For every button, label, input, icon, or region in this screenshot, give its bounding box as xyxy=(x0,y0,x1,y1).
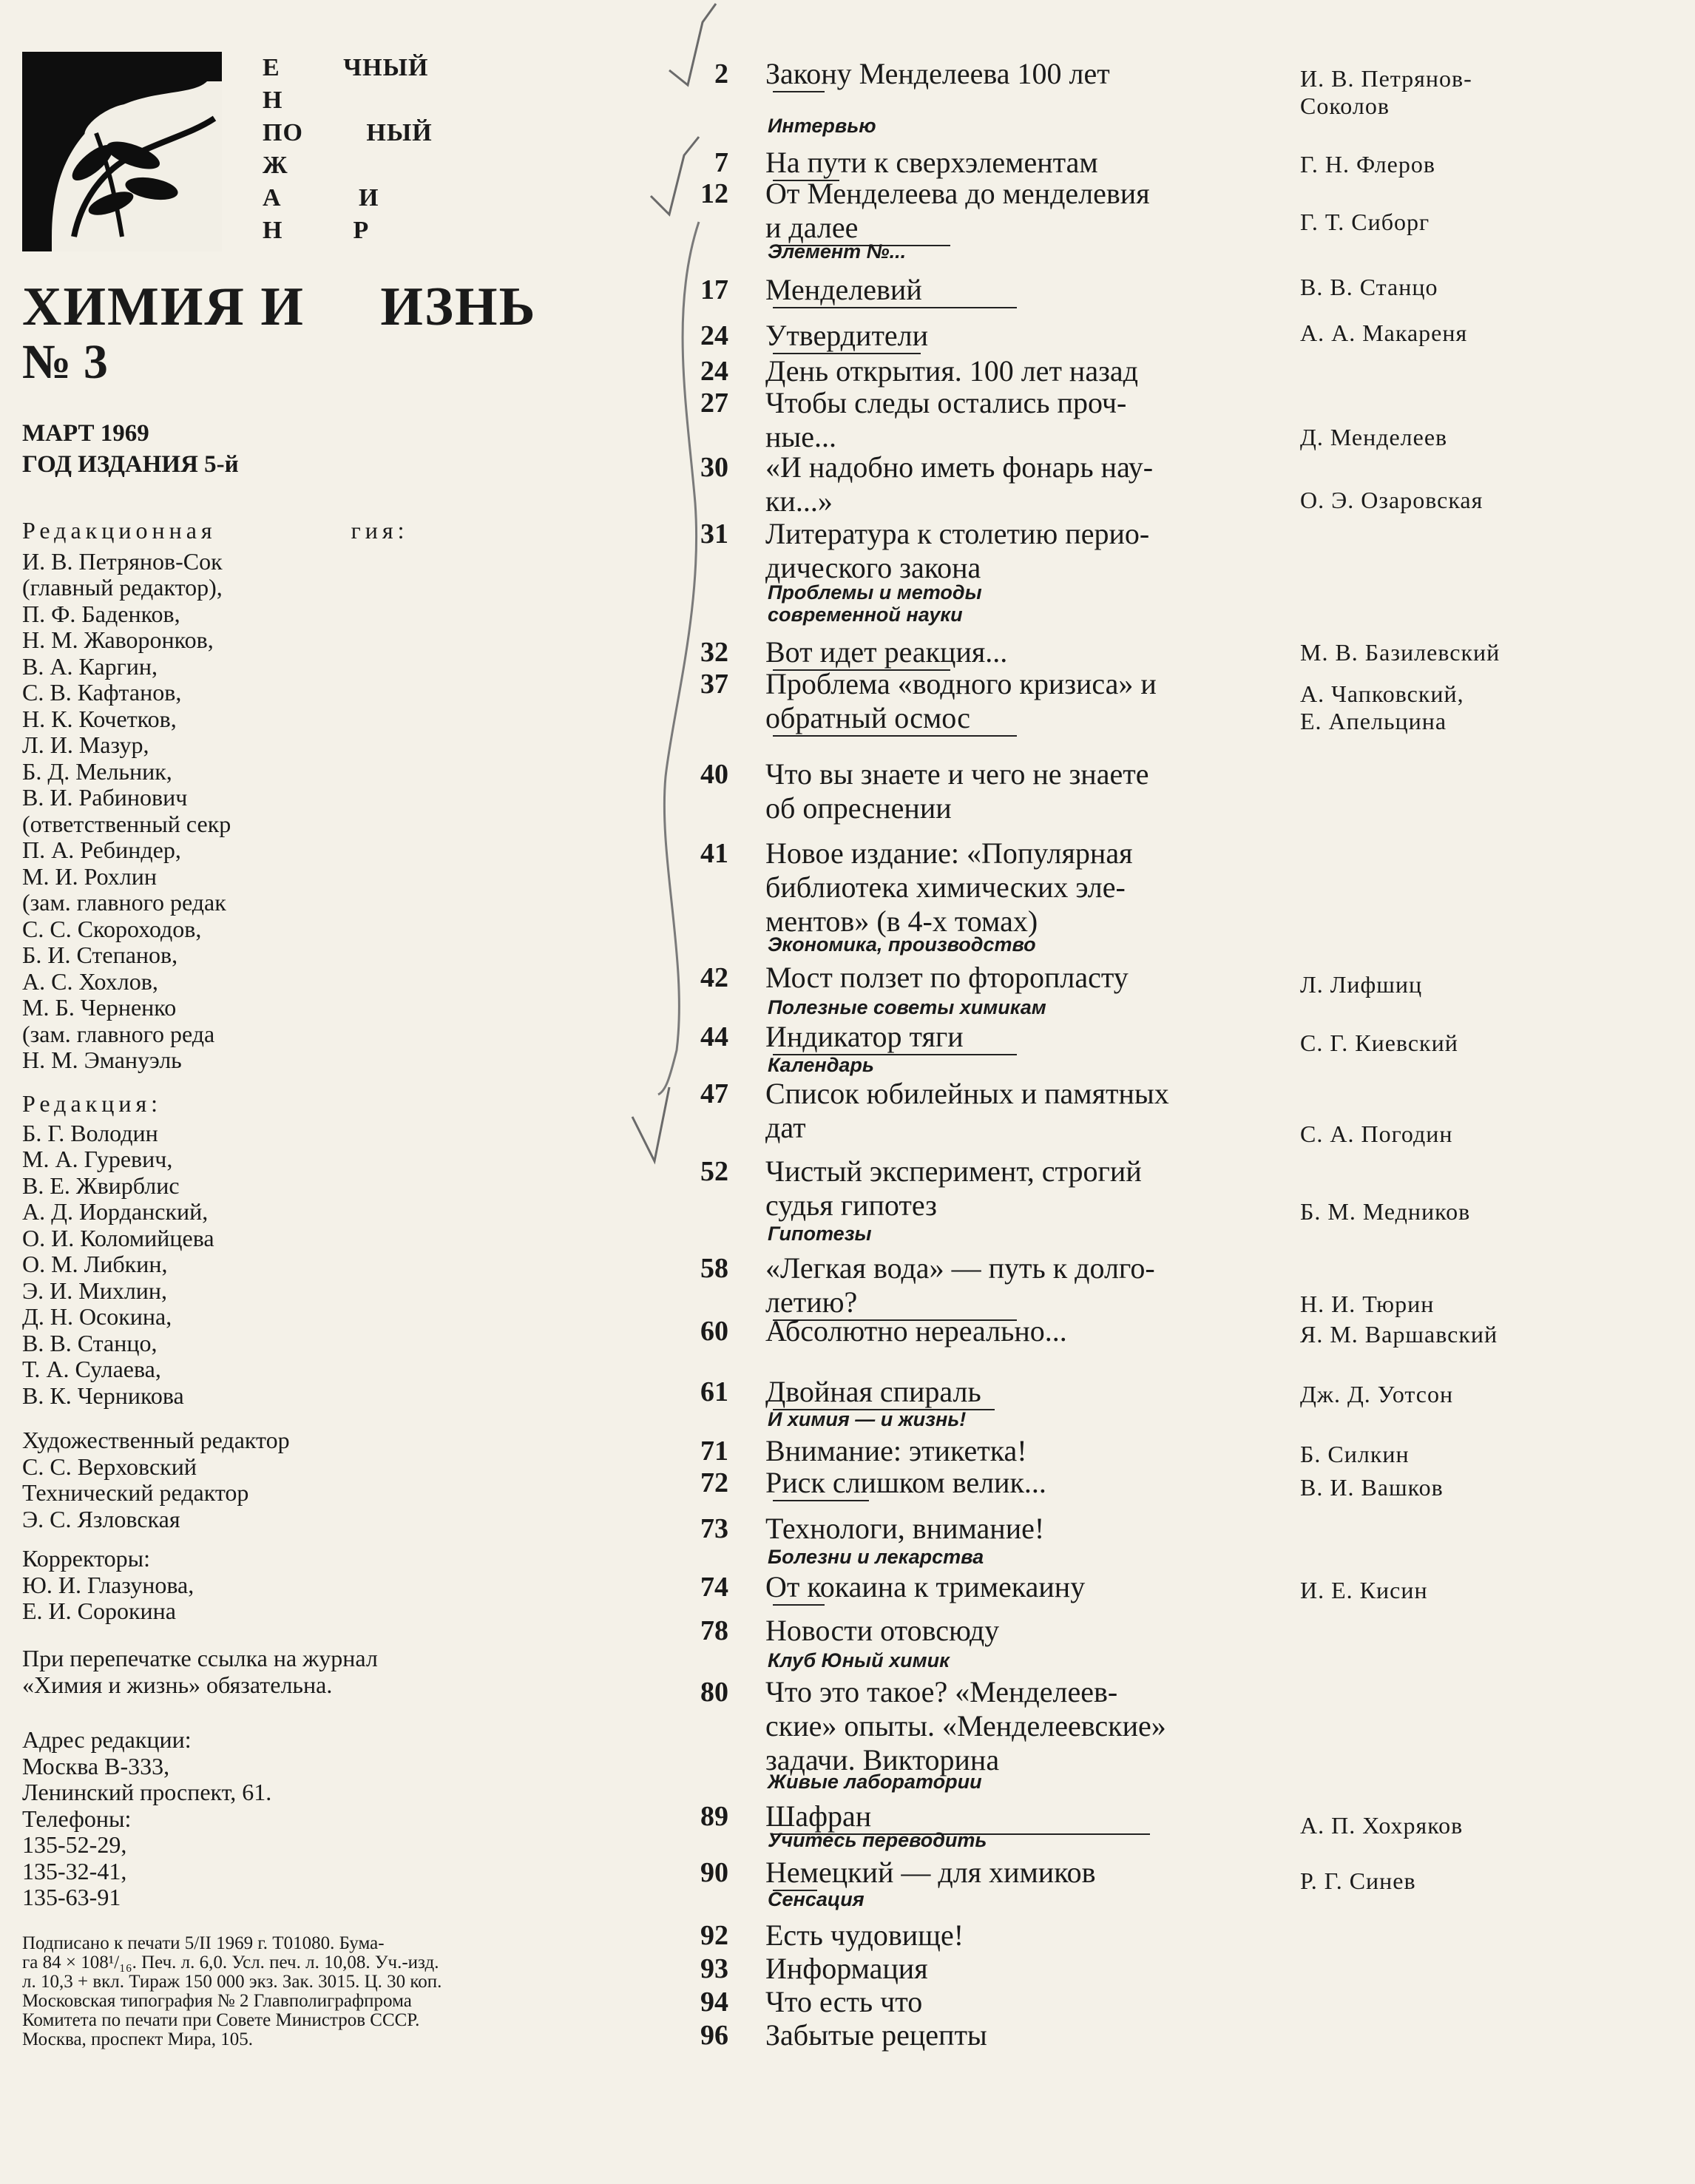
leader-dash xyxy=(773,307,1017,308)
toc-page-number: 2 xyxy=(714,58,728,89)
board-member: (главный редактор), xyxy=(22,574,223,601)
toc-author-line: А. Чапковский, xyxy=(1300,680,1464,707)
reprint-line: «Химия и жизнь» обязательна. xyxy=(22,1671,333,1698)
toc-author-line: Я. М. Варшавский xyxy=(1300,1321,1498,1348)
staff-line: Е. И. Сорокина xyxy=(22,1598,176,1624)
toc-section-heading xyxy=(768,1888,865,1910)
toc-page-number: 52 xyxy=(700,1156,728,1187)
toc-title-line: обратный осмос xyxy=(765,701,971,734)
toc-author-line: Соколов xyxy=(1300,92,1390,119)
editor-member: В. Е. Жвирблис xyxy=(22,1172,180,1199)
board-heading: Редакционная гия: xyxy=(22,517,409,544)
toc-page-number: 73 xyxy=(700,1513,728,1544)
section-heading-line: Живые лаборатории xyxy=(768,1771,982,1793)
toc-title-line: дат xyxy=(765,1111,806,1144)
toc-entry[interactable] xyxy=(765,57,1261,92)
section-heading-line: Проблемы и методы xyxy=(768,581,982,604)
board-member: И. В. Петрянов-Сок xyxy=(22,547,223,575)
toc-title-line: Забытые рецепты xyxy=(765,2018,987,2052)
masthead-line: Н Р xyxy=(263,217,370,244)
address-line: Москва В-333, xyxy=(22,1752,170,1779)
toc-author-line: Л. Лифшиц xyxy=(1300,971,1423,998)
toc-author xyxy=(1300,424,1447,451)
board-member: Б. Д. Мельник, xyxy=(22,757,172,785)
imprint-line: Комитета по печати при Совете Министров СССР. xyxy=(22,2010,420,2030)
toc-entry[interactable] xyxy=(765,1077,1261,1145)
toc-title-line: библиотека химических эле- xyxy=(765,870,1126,904)
toc-title-line: Абсолютно нереально... xyxy=(765,1314,1067,1348)
toc-section-heading xyxy=(768,115,876,137)
toc-section-heading xyxy=(768,1649,950,1671)
toc-entry[interactable] xyxy=(765,1020,1261,1055)
leader-dash xyxy=(773,1500,869,1501)
toc-entry[interactable] xyxy=(765,635,1261,671)
address-line: Адрес редакции: xyxy=(22,1726,192,1753)
toc-title-line: Внимание: этикетка! xyxy=(765,1434,1027,1467)
toc-author-line: Г. Т. Сиборг xyxy=(1300,209,1430,235)
editors-heading: Редакция: xyxy=(22,1090,163,1117)
section-heading-line: Полезные советы химикам xyxy=(768,996,1046,1018)
toc-title-line: Чистый эксперимент, строгий xyxy=(765,1154,1142,1188)
toc-section-heading xyxy=(768,1408,966,1430)
toc-title-line: Что это такое? «Менделеев- xyxy=(765,1675,1118,1708)
imprint-line: Московская типография № 2 Главполиграфпрома xyxy=(22,1991,412,2011)
section-heading-line: Интервью xyxy=(768,115,876,137)
toc-title-line: Закону Менделеева 100 лет xyxy=(765,57,1110,90)
toc-title-line: Немецкий — для химиков xyxy=(765,1856,1096,1889)
toc-author-line: М. В. Базилевский xyxy=(1300,639,1501,666)
toc-page-number: 71 xyxy=(700,1436,728,1467)
toc-entry[interactable] xyxy=(765,836,1261,939)
toc-title-line: Технологи, внимание! xyxy=(765,1512,1045,1545)
editor-member: О. И. Коломийцева xyxy=(22,1224,214,1251)
toc-page-number: 93 xyxy=(700,1953,728,1984)
toc-entry[interactable] xyxy=(765,1314,1261,1348)
toc-title-line: судья гипотез xyxy=(765,1189,937,1222)
toc-page-number: 74 xyxy=(700,1572,728,1603)
toc-author xyxy=(1300,1474,1444,1501)
toc-entry[interactable] xyxy=(765,1952,1261,1986)
toc-entry[interactable] xyxy=(765,1985,1261,2019)
editor-member: А. Д. Иорданский, xyxy=(22,1198,209,1225)
editor-member: В. В. Станцо, xyxy=(22,1329,158,1356)
toc-author-line: Дж. Д. Уотсон xyxy=(1300,1381,1454,1407)
toc-title-line: Что есть что xyxy=(765,1985,923,2018)
address-line: 135-52-29, xyxy=(22,1831,127,1858)
toc-page-number: 30 xyxy=(700,452,728,483)
toc-author xyxy=(1300,1381,1453,1408)
toc-author xyxy=(1300,209,1430,236)
toc-title-line: Что вы знаете и чего не знаете xyxy=(765,757,1149,791)
section-heading-line: Календарь xyxy=(768,1054,874,1076)
toc-title-line: «Легкая вода» — путь к долго- xyxy=(765,1251,1155,1285)
imprint-line: га 84 × 108¹/₁₆. Печ. л. 6,0. Усл. печ. л. 10,08. Уч.-изд. xyxy=(22,1953,439,1972)
toc-page-number: 44 xyxy=(700,1021,728,1052)
imprint-line: Подписано к печати 5/II 1969 г. Т01080. Бума- xyxy=(22,1933,385,1953)
toc-title-line: Новости отовсюду xyxy=(765,1614,1000,1647)
board-member: Н. К. Кочетков, xyxy=(22,705,177,732)
toc-entry[interactable] xyxy=(765,319,1261,354)
toc-author-line: С. А. Погодин xyxy=(1300,1120,1453,1147)
toc-author xyxy=(1300,65,1472,120)
issue-number: № 3 xyxy=(22,335,108,389)
toc-page-number: 27 xyxy=(700,388,728,419)
toc-title-line: От кокаина к тримекаину xyxy=(765,1570,1086,1603)
editor-member: М. А. Гуревич, xyxy=(22,1146,173,1172)
toc-author-line: В. И. Вашков xyxy=(1300,1474,1444,1501)
board-member: (зам. главного редак xyxy=(22,889,226,916)
toc-page-number: 96 xyxy=(700,2020,728,2051)
imprint-line: л. 10,3 + вкл. Тираж 150 000 экз. Зак. 3015. Ц. 30 коп. xyxy=(22,1972,442,1992)
toc-entry[interactable] xyxy=(765,354,1261,388)
toc-author xyxy=(1300,1577,1428,1604)
toc-entry[interactable] xyxy=(765,1614,1261,1648)
masthead-line: Ж xyxy=(263,152,288,179)
toc-page-number: 42 xyxy=(700,962,728,993)
toc-page-number: 37 xyxy=(700,669,728,700)
masthead-line: Н xyxy=(263,87,283,114)
board-member: Б. И. Степанов, xyxy=(22,941,178,968)
toc-page-number: 24 xyxy=(700,320,728,351)
section-heading-line: Учитесь переводить xyxy=(768,1829,987,1851)
section-heading-line: Сенсация xyxy=(768,1888,865,1910)
toc-entry[interactable] xyxy=(765,1375,1261,1410)
toc-title-line: и далее xyxy=(765,211,859,244)
toc-title-line: Информация xyxy=(765,1952,928,1985)
toc-title-line: На пути к сверхэлементам xyxy=(765,146,1098,179)
section-heading-line: Клуб Юный химик xyxy=(768,1649,950,1671)
address-line: Ленинский проспект, 61. xyxy=(22,1779,272,1805)
leader-dash xyxy=(773,735,1017,737)
toc-title-line: летию? xyxy=(765,1285,858,1319)
toc-title-line: Вот идет реакция... xyxy=(765,635,1008,669)
toc-page-number: 7 xyxy=(714,147,728,178)
toc-author xyxy=(1300,1030,1458,1057)
toc-page-number: 94 xyxy=(700,1987,728,2018)
toc-page-number: 31 xyxy=(700,518,728,550)
toc-section-heading xyxy=(768,933,1036,956)
toc-section-heading xyxy=(768,581,982,626)
toc-page-number: 24 xyxy=(700,356,728,387)
toc-title-line: От Менделеева до менделевия xyxy=(765,177,1150,210)
editor-member: В. К. Черникова xyxy=(22,1382,184,1409)
toc-title-line: «И надобно иметь фонарь нау- xyxy=(765,450,1154,484)
toc-entry[interactable] xyxy=(765,273,1261,308)
toc-page-number: 90 xyxy=(700,1857,728,1888)
board-member: М. И. Рохлин xyxy=(22,862,157,890)
toc-title-line: Менделевий xyxy=(765,273,922,306)
toc-author xyxy=(1300,1441,1410,1468)
toc-title-line: День открытия. 100 лет назад xyxy=(765,354,1138,388)
toc-author-line: Б. Силкин xyxy=(1300,1441,1410,1467)
toc-title-line: Двойная спираль xyxy=(765,1375,981,1408)
toc-page-number: 12 xyxy=(700,178,728,209)
toc-section-heading xyxy=(768,240,906,263)
section-heading-line: Гипотезы xyxy=(768,1223,872,1245)
editor-member: Д. Н. Осокина, xyxy=(22,1303,172,1330)
toc-title-line: Риск слишком велик... xyxy=(765,1466,1046,1499)
toc-title-line: ментов» (в 4-х томах) xyxy=(765,905,1038,938)
toc-author xyxy=(1300,639,1500,666)
toc-entry[interactable] xyxy=(765,1434,1261,1468)
toc-author xyxy=(1300,971,1422,998)
staff-line: Э. С. Язловская xyxy=(22,1505,180,1532)
board-member: Н. М. Эмануэль xyxy=(22,1047,182,1073)
toc-title-line: ские» опыты. «Менделеевские» xyxy=(765,1709,1166,1742)
toc-page-number: 61 xyxy=(700,1376,728,1407)
imprint-line: Москва, проспект Мира, 105. xyxy=(22,2029,254,2049)
toc-title-line: об опреснении xyxy=(765,791,952,825)
toc-author-line: Б. М. Медников xyxy=(1300,1198,1471,1225)
toc-page-number: 32 xyxy=(700,637,728,668)
board-member: (ответственный секр xyxy=(22,810,231,837)
toc-author-line: И. Е. Кисин xyxy=(1300,1577,1428,1603)
toc-author-line: Н. И. Тюрин xyxy=(1300,1291,1435,1317)
board-member: А. С. Хохлов, xyxy=(22,967,158,995)
toc-title-line: Список юбилейных и памятных xyxy=(765,1077,1169,1110)
toc-entry[interactable] xyxy=(765,961,1261,995)
editor-member: Т. А. Сулаева, xyxy=(22,1356,161,1382)
reprint-line: При перепечатке ссылка на журнал xyxy=(22,1645,378,1671)
toc-section-heading xyxy=(768,1829,987,1851)
toc-author-line: В. В. Станцо xyxy=(1300,274,1438,300)
toc-author xyxy=(1300,320,1467,347)
staff-line: Корректоры: xyxy=(22,1545,151,1572)
leader-dash xyxy=(773,1604,825,1606)
toc-page-number: 60 xyxy=(700,1316,728,1347)
toc-title-line: дического закона xyxy=(765,551,981,584)
board-member: В. И. Рабинович xyxy=(22,784,188,811)
toc-title-line: Шафран xyxy=(765,1799,872,1833)
toc-title-line: задачи. Викторина xyxy=(765,1743,1000,1776)
toc-author-line: Г. Н. Флеров xyxy=(1300,151,1435,178)
toc-entry[interactable] xyxy=(765,1856,1261,1891)
toc-title-line: ки...» xyxy=(765,484,833,518)
address-line: Телефоны: xyxy=(22,1805,132,1832)
toc-title-line: Литература к столетию перио- xyxy=(765,517,1150,550)
toc-title-line: Мост ползет по фторопласту xyxy=(765,961,1129,994)
toc-page-number: 80 xyxy=(700,1677,728,1708)
toc-entry[interactable] xyxy=(765,1251,1261,1321)
toc-entry[interactable] xyxy=(765,667,1261,737)
address-line: 135-32-41, xyxy=(22,1857,127,1884)
toc-page-number: 92 xyxy=(700,1920,728,1951)
address-line: 135-63-91 xyxy=(22,1884,121,1910)
toc-entry[interactable] xyxy=(765,1570,1261,1606)
toc-page-number: 17 xyxy=(700,274,728,305)
toc-author xyxy=(1300,1198,1470,1225)
toc-author xyxy=(1300,274,1438,301)
masthead-line: Е ЧНЫЙ xyxy=(263,54,429,81)
toc-page-number: 40 xyxy=(700,759,728,790)
section-heading-line: Болезни и лекарства xyxy=(768,1546,984,1568)
toc-title-line: Утвердители xyxy=(765,319,929,352)
editor-member: О. М. Либкин, xyxy=(22,1251,168,1277)
toc-page-number: 78 xyxy=(700,1615,728,1646)
toc-section-heading xyxy=(768,996,1046,1018)
toc-section-heading xyxy=(768,1223,872,1245)
toc-entry[interactable] xyxy=(765,1512,1261,1546)
toc-entry[interactable] xyxy=(765,1675,1261,1777)
toc-title-line: Есть чудовище! xyxy=(765,1918,964,1952)
board-member: П. А. Ребиндер, xyxy=(22,836,181,863)
toc-page-number: 89 xyxy=(700,1801,728,1832)
toc-page-number: 41 xyxy=(700,838,728,869)
toc-entry[interactable] xyxy=(765,1154,1261,1223)
board-member: Л. И. Мазур, xyxy=(22,731,149,758)
board-member: П. Ф. Баденков, xyxy=(22,600,180,627)
staff-line: Художественный редактор xyxy=(22,1427,290,1453)
toc-author-line: С. Г. Киевский xyxy=(1300,1030,1458,1056)
board-member: Н. М. Жаворонков, xyxy=(22,626,214,653)
toc-entry[interactable] xyxy=(765,1466,1261,1501)
toc-section-heading xyxy=(768,1546,984,1568)
toc-author xyxy=(1300,1812,1463,1839)
board-member: М. Б. Черненко xyxy=(22,994,177,1021)
toc-page-number: 58 xyxy=(700,1253,728,1284)
staff-line: Технический редактор xyxy=(22,1479,249,1506)
toc-title-line: Индикатор тяги xyxy=(765,1020,964,1053)
section-heading-line: Элемент №... xyxy=(768,240,907,263)
publication-year: ГОД ИЗДАНИЯ 5-й xyxy=(22,451,239,478)
section-heading-line: Экономика, производство xyxy=(768,933,1036,956)
toc-entry[interactable] xyxy=(765,1918,1261,1953)
editor-member: Б. Г. Володин xyxy=(22,1119,158,1146)
staff-line: С. С. Верховский xyxy=(22,1453,197,1480)
magazine-title: ХИМИЯ И ИЗНЬ xyxy=(22,277,537,337)
toc-author xyxy=(1300,1321,1498,1348)
toc-author-line: Р. Г. Синев xyxy=(1300,1867,1416,1894)
toc-entry[interactable] xyxy=(765,177,1261,246)
toc-author-line: Е. Апельцина xyxy=(1300,708,1447,734)
leader-dash xyxy=(773,91,825,92)
toc-author-line: А. П. Хохряков xyxy=(1300,1812,1464,1839)
toc-author xyxy=(1300,487,1483,514)
toc-entry[interactable] xyxy=(765,517,1261,585)
toc-entry[interactable] xyxy=(765,757,1261,825)
toc-author-line: А. А. Макареня xyxy=(1300,320,1468,346)
masthead-line: ПО НЫЙ xyxy=(263,119,433,146)
toc-author-line: Д. Менделеев xyxy=(1300,424,1448,450)
toc-entry[interactable] xyxy=(765,146,1261,181)
board-member: С. В. Кафтанов, xyxy=(22,679,182,706)
toc-author xyxy=(1300,1120,1453,1148)
board-member: (зам. главного реда xyxy=(22,1020,215,1047)
editor-member: Э. И. Михлин, xyxy=(22,1277,168,1304)
section-heading-line: И химия — и жизнь! xyxy=(768,1408,967,1430)
toc-author-line: О. Э. Озаровская xyxy=(1300,487,1483,513)
toc-author xyxy=(1300,1291,1434,1318)
staff-line: Ю. И. Глазунова, xyxy=(22,1571,194,1598)
issue-date: МАРТ 1969 xyxy=(22,420,149,447)
toc-entry[interactable] xyxy=(765,450,1261,518)
board-member: В. А. Каргин, xyxy=(22,652,158,680)
toc-entry[interactable] xyxy=(765,386,1261,454)
toc-section-heading xyxy=(768,1771,982,1793)
toc-author-line: И. В. Петрянов- xyxy=(1300,65,1472,92)
toc-title-line: Проблема «водного кризиса» и xyxy=(765,667,1157,700)
toc-section-heading xyxy=(768,1054,874,1076)
section-heading-line: современной науки xyxy=(768,604,963,626)
toc-author xyxy=(1300,151,1435,178)
toc-title-line: ные... xyxy=(765,420,837,453)
toc-entry[interactable] xyxy=(765,2018,1261,2052)
toc-title-line: Чтобы следы остались проч- xyxy=(765,386,1127,419)
masthead-line: А И xyxy=(263,184,379,212)
board-member: С. С. Скороходов, xyxy=(22,915,202,942)
toc-author xyxy=(1300,1867,1416,1895)
toc-page-number: 72 xyxy=(700,1467,728,1498)
toc-author xyxy=(1300,680,1464,735)
toc-title-line: Новое издание: «Популярная xyxy=(765,836,1133,870)
toc-page-number: 47 xyxy=(700,1078,728,1109)
